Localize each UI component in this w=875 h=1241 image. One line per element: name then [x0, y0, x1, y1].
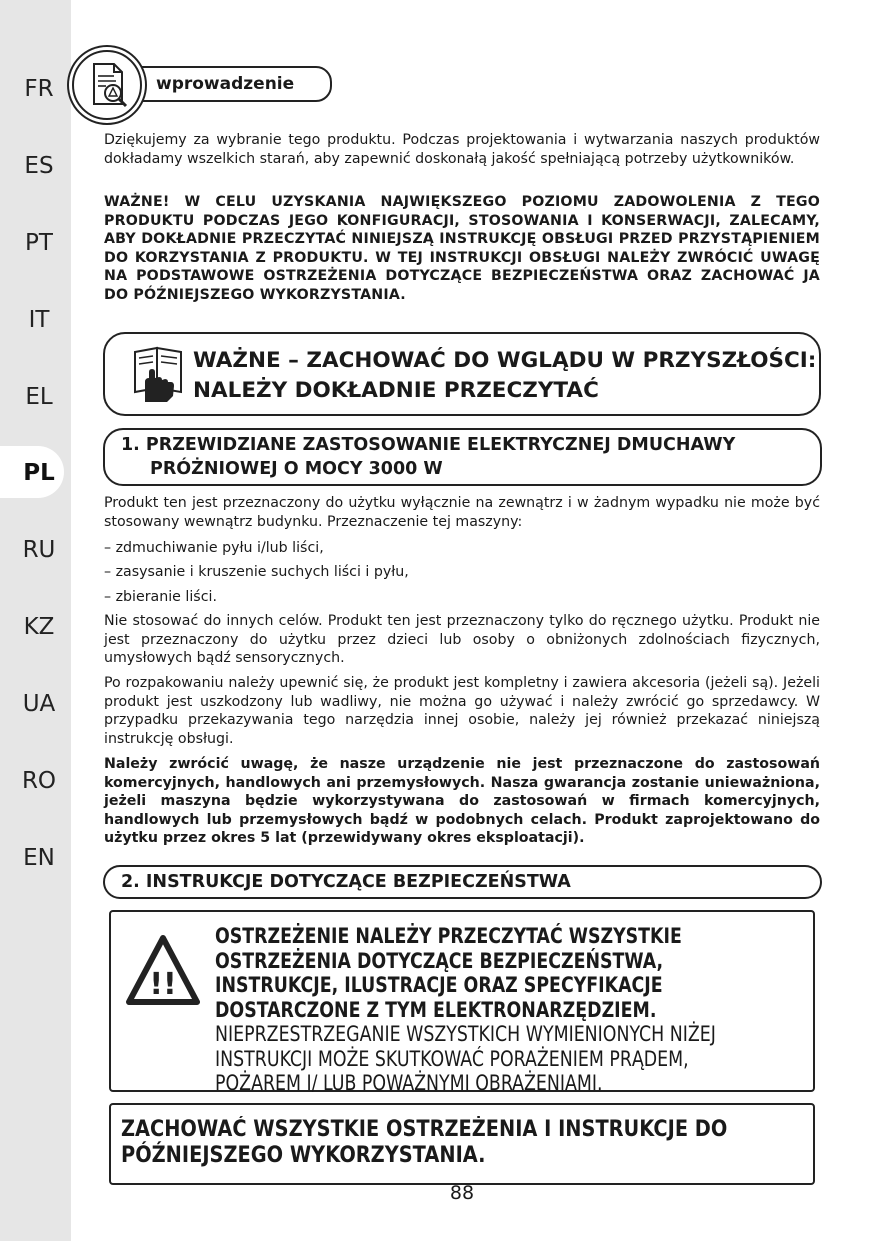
document-warning-icon — [72, 50, 142, 120]
lang-tab-en[interactable]: EN — [23, 845, 55, 871]
warning-text — [215, 924, 758, 1096]
lang-tab-ua[interactable]: UA — [22, 691, 56, 717]
intro-thanks: Dziękujemy za wybranie tego produktu. Podczas projektowania i wytwarzania naszych produktów dokładamy wszelkich starań, aby zapewnić doskonałą jakość spełniającą potrzeby użytkowników. — [104, 132, 820, 167]
lang-tab-el[interactable]: EL — [25, 384, 53, 410]
section-1-restrictions: Nie stosować do innych celów. Produkt ten jest przeznaczony tylko do ręcznego użytku. Produkt nie jest przeznaczony do użytku przez dzieci lub osoby o obniżonych zdolnościach fizycznych, umysłowych bądź sensorycznych. — [104, 613, 820, 667]
section-2-header — [103, 865, 822, 899]
lang-tab-ro[interactable]: RO — [21, 768, 57, 794]
important-title-line1: WAŻNE – ZACHOWAĆ DO WGLĄDU W PRZYSZŁOŚCI: — [193, 348, 817, 373]
lang-tab-es[interactable]: ES — [24, 153, 54, 179]
lang-tab-it[interactable]: IT — [28, 307, 50, 333]
keep-instructions-text: ZACHOWAĆ WSZYSTKIE OSTRZEŻENIA I INSTRUKCJE DO PÓŹNIEJSZEGO WYKORZYSTANIA. — [121, 1117, 728, 1168]
page-number: 88 — [449, 1182, 475, 1204]
warning-normal: NIEPRZESTRZEGANIE WSZYSTKICH WYMIENIONYCH NIŻEJ INSTRUKCJI MOŻE SKUTKOWAĆ PORAŻENIEM PRĄDEM, POŻAREM I/ LUB POWAŻNYMI OBRAŻENIAMI. — [215, 1022, 716, 1095]
lang-tab-kz[interactable]: KZ — [23, 614, 55, 640]
warning-symbol: !! — [149, 967, 177, 1002]
lang-tab-pt[interactable]: PT — [25, 230, 53, 256]
lang-tab-fr[interactable]: FR — [24, 76, 54, 102]
keep-instructions-box — [109, 1103, 815, 1185]
important-title — [193, 346, 816, 406]
section-1-title-line1: 1. PRZEWIDZIANE ZASTOSOWANIE ELEKTRYCZNEJ DMUCHAWY — [121, 435, 736, 455]
lang-tab-ru[interactable]: RU — [22, 537, 56, 563]
warning-bold: OSTRZEŻENIE NALEŻY PRZECZYTAĆ WSZYSTKIE OSTRZEŻENIA DOTYCZĄCE BEZPIECZEŃSTWA, INSTRUKCJE, ILUSTRACJE ORAZ SPECYFIKACJE DOSTARCZONE Z TYM ELEKTRONARZĘDZIEM. — [215, 924, 682, 1022]
section-2-title: 2. INSTRUKCJE DOTYCZĄCE BEZPIECZEŃSTWA — [121, 872, 571, 892]
safety-warning-box — [109, 910, 815, 1095]
warning-triangle-icon — [125, 934, 201, 1010]
lang-tab-pl[interactable]: PL — [0, 460, 78, 486]
section-1-unpacking: Po rozpakowaniu należy upewnić się, że produkt jest kompletny i zawiera akcesoria (jeżeli są). Jeżeli produkt jest uszkodzony lub wadliwy, nie można go używać i należy zwrócić go sprzedawcy. W przypadku przekazywania tego narzędzia innej osobie, należy jej również przekazać niniejszą instrukcję obsługi. — [104, 675, 820, 747]
section-1-header — [103, 428, 822, 486]
section-1-intro: Produkt ten jest przeznaczony do użytku wyłącznie na zewnątrz i w żadnym wypadku nie może być stosowany wewnątrz budynku. Przeznaczenie tej maszyny: — [104, 495, 820, 530]
section-1-title-line2: PRÓŻNIOWEJ O MOCY 3000 W — [150, 459, 443, 479]
list-item: – zdmuchiwanie pyłu i/lub liści, — [104, 540, 324, 556]
section-1-warranty: Należy zwrócić uwagę, że nasze urządzenie nie jest przeznaczone do zastosowań komercyjnych, handlowych ani przemysłowych. Nasza gwarancja zostanie unieważniona, jeżeli maszyna będzie wykorzystywana do zastosowań w firmach komercyjnych, handlowych lub przemysłowych bądź w podobnych celach. Produkt zaprojektowano do użytku przez okres 5 lat (przewidywany okres eksploatacji). — [104, 756, 820, 847]
list-item: – zasysanie i kruszenie suchych liści i pyłu, — [104, 564, 409, 580]
intro-important: WAŻNE! W CELU UZYSKANIA NAJWIĘKSZEGO POZIOMU ZADOWOLENIA Z TEGO PRODUKTU PODCZAS JEGO KONFIGURACJI, STOSOWANIA I KONSERWACJI, ZALECAMY, ABY DOKŁADNIE PRZECZYTAĆ NINIEJSZĄ INSTRUKCJĘ OBSŁUGI PRZED PRZYSTĄPIENIEM DO KORZYSTANIA Z PRODUKTU. W TEJ INSTRUKCJI OBSŁUGI NALEŻY ZWRÓCIĆ UWAGĘ NA PODSTAWOWE OSTRZEŻENIA DOTYCZĄCE BEZPIECZEŃSTWA ORAZ ZACHOWAĆ JA DO PÓŹNIEJSZEGO WYKORZYSTANIA. — [104, 194, 820, 303]
section-title: wprowadzenie — [156, 74, 295, 94]
list-item: – zbieranie liści. — [104, 589, 217, 605]
read-manual-icon — [131, 344, 187, 408]
important-title-line2: NALEŻY DOKŁADNIE PRZECZYTAĆ — [193, 378, 599, 403]
important-keep-box — [103, 332, 821, 416]
